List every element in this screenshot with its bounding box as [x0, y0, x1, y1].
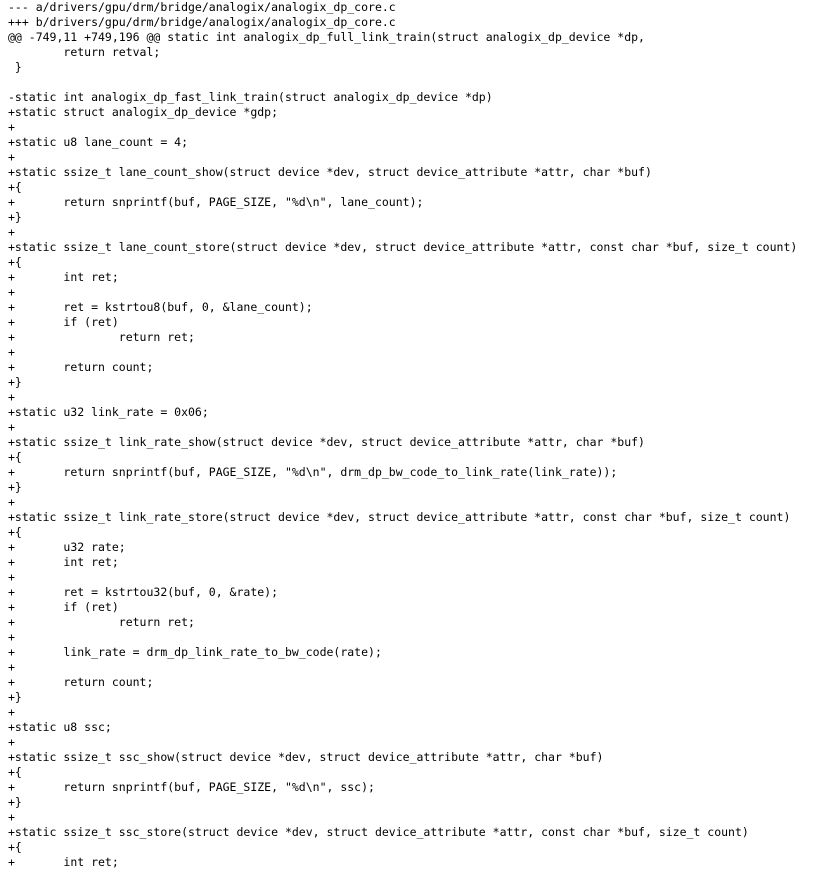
diff-line: + — [8, 120, 15, 134]
diff-line: } — [8, 60, 22, 74]
diff-line: + return count; — [8, 360, 154, 374]
diff-line: + — [8, 420, 15, 434]
diff-line: + return snprintf(buf, PAGE_SIZE, "%d\n", drm_dp_bw_code_to_link_rate(link_rate)); — [8, 465, 618, 479]
diff-line: +static struct analogix_dp_device *gdp; — [8, 105, 279, 119]
diff-line: +static u8 ssc; — [8, 720, 112, 734]
diff-line: + int ret; — [8, 555, 119, 569]
diff-line: -static int analogix_dp_fast_link_train(struct analogix_dp_device *dp) — [8, 90, 493, 104]
diff-line: +{ — [8, 765, 22, 779]
diff-line: + if (ret) — [8, 315, 119, 329]
diff-line: + — [8, 810, 15, 824]
diff-line: +static u32 link_rate = 0x06; — [8, 405, 209, 419]
diff-line: + — [8, 285, 15, 299]
diff-line: + ret = kstrtou8(buf, 0, &lane_count); — [8, 300, 313, 314]
diff-line: +} — [8, 480, 22, 494]
diff-line: + — [8, 570, 15, 584]
diff-line: return retval; — [8, 45, 161, 59]
diff-line: + — [8, 495, 15, 509]
diff-line: +} — [8, 210, 22, 224]
diff-line: + if (ret) — [8, 600, 119, 614]
diff-line: +} — [8, 690, 22, 704]
diff-line: + link_rate = drm_dp_link_rate_to_bw_code(rate); — [8, 645, 382, 659]
diff-line: + return count; — [8, 675, 154, 689]
diff-line: + — [8, 735, 15, 749]
diff-line: +++ b/drivers/gpu/drm/bridge/analogix/analogix_dp_core.c — [8, 15, 396, 29]
diff-line: + — [8, 225, 15, 239]
diff-line: +static ssize_t lane_count_show(struct device *dev, struct device_attribute *attr, char *buf) — [8, 165, 652, 179]
diff-line: +{ — [8, 255, 22, 269]
diff-line — [8, 75, 821, 90]
diff-line: + — [8, 345, 15, 359]
diff-line: +{ — [8, 525, 22, 539]
diff-line: + — [8, 630, 15, 644]
diff-line: +{ — [8, 180, 22, 194]
diff-line: + — [8, 705, 15, 719]
diff-line: @@ -749,11 +749,196 @@ static int analogix_dp_full_link_train(struct analogix_dp_device *dp, — [8, 30, 645, 44]
diff-line: + — [8, 150, 15, 164]
diff-line: + return snprintf(buf, PAGE_SIZE, "%d\n", lane_count); — [8, 195, 424, 209]
diff-line: +static ssize_t link_rate_show(struct device *dev, struct device_attribute *attr, char *buf) — [8, 435, 645, 449]
diff-line: + — [8, 660, 15, 674]
diff-line: +static u8 lane_count = 4; — [8, 135, 189, 149]
diff-line: + return snprintf(buf, PAGE_SIZE, "%d\n", ssc); — [8, 780, 375, 794]
diff-line: + return ret; — [8, 615, 195, 629]
diff-line: + return ret; — [8, 330, 195, 344]
diff-line: +static ssize_t lane_count_store(struct device *dev, struct device_attribute *attr, const char *buf, size_t count) — [8, 240, 798, 254]
diff-line: +{ — [8, 840, 22, 854]
diff-line: +static ssize_t link_rate_store(struct device *dev, struct device_attribute *attr, const char *buf, size_t count) — [8, 510, 791, 524]
diff-line: +} — [8, 795, 22, 809]
diff-line: +static ssize_t ssc_show(struct device *dev, struct device_attribute *attr, char *buf) — [8, 750, 604, 764]
diff-line: +{ — [8, 450, 22, 464]
diff-line: --- a/drivers/gpu/drm/bridge/analogix/analogix_dp_core.c — [8, 0, 396, 14]
diff-line: + int ret; — [8, 270, 119, 284]
diff-line: +static ssize_t ssc_store(struct device *dev, struct device_attribute *attr, const char *buf, size_t count) — [8, 825, 749, 839]
diff-line: +} — [8, 375, 22, 389]
diff-line: + u32 rate; — [8, 540, 126, 554]
diff-line: + — [8, 390, 15, 404]
diff-line: + ret = kstrtou32(buf, 0, &rate); — [8, 585, 279, 599]
diff-view — [8, 0, 821, 870]
diff-line: + int ret; — [8, 855, 119, 869]
